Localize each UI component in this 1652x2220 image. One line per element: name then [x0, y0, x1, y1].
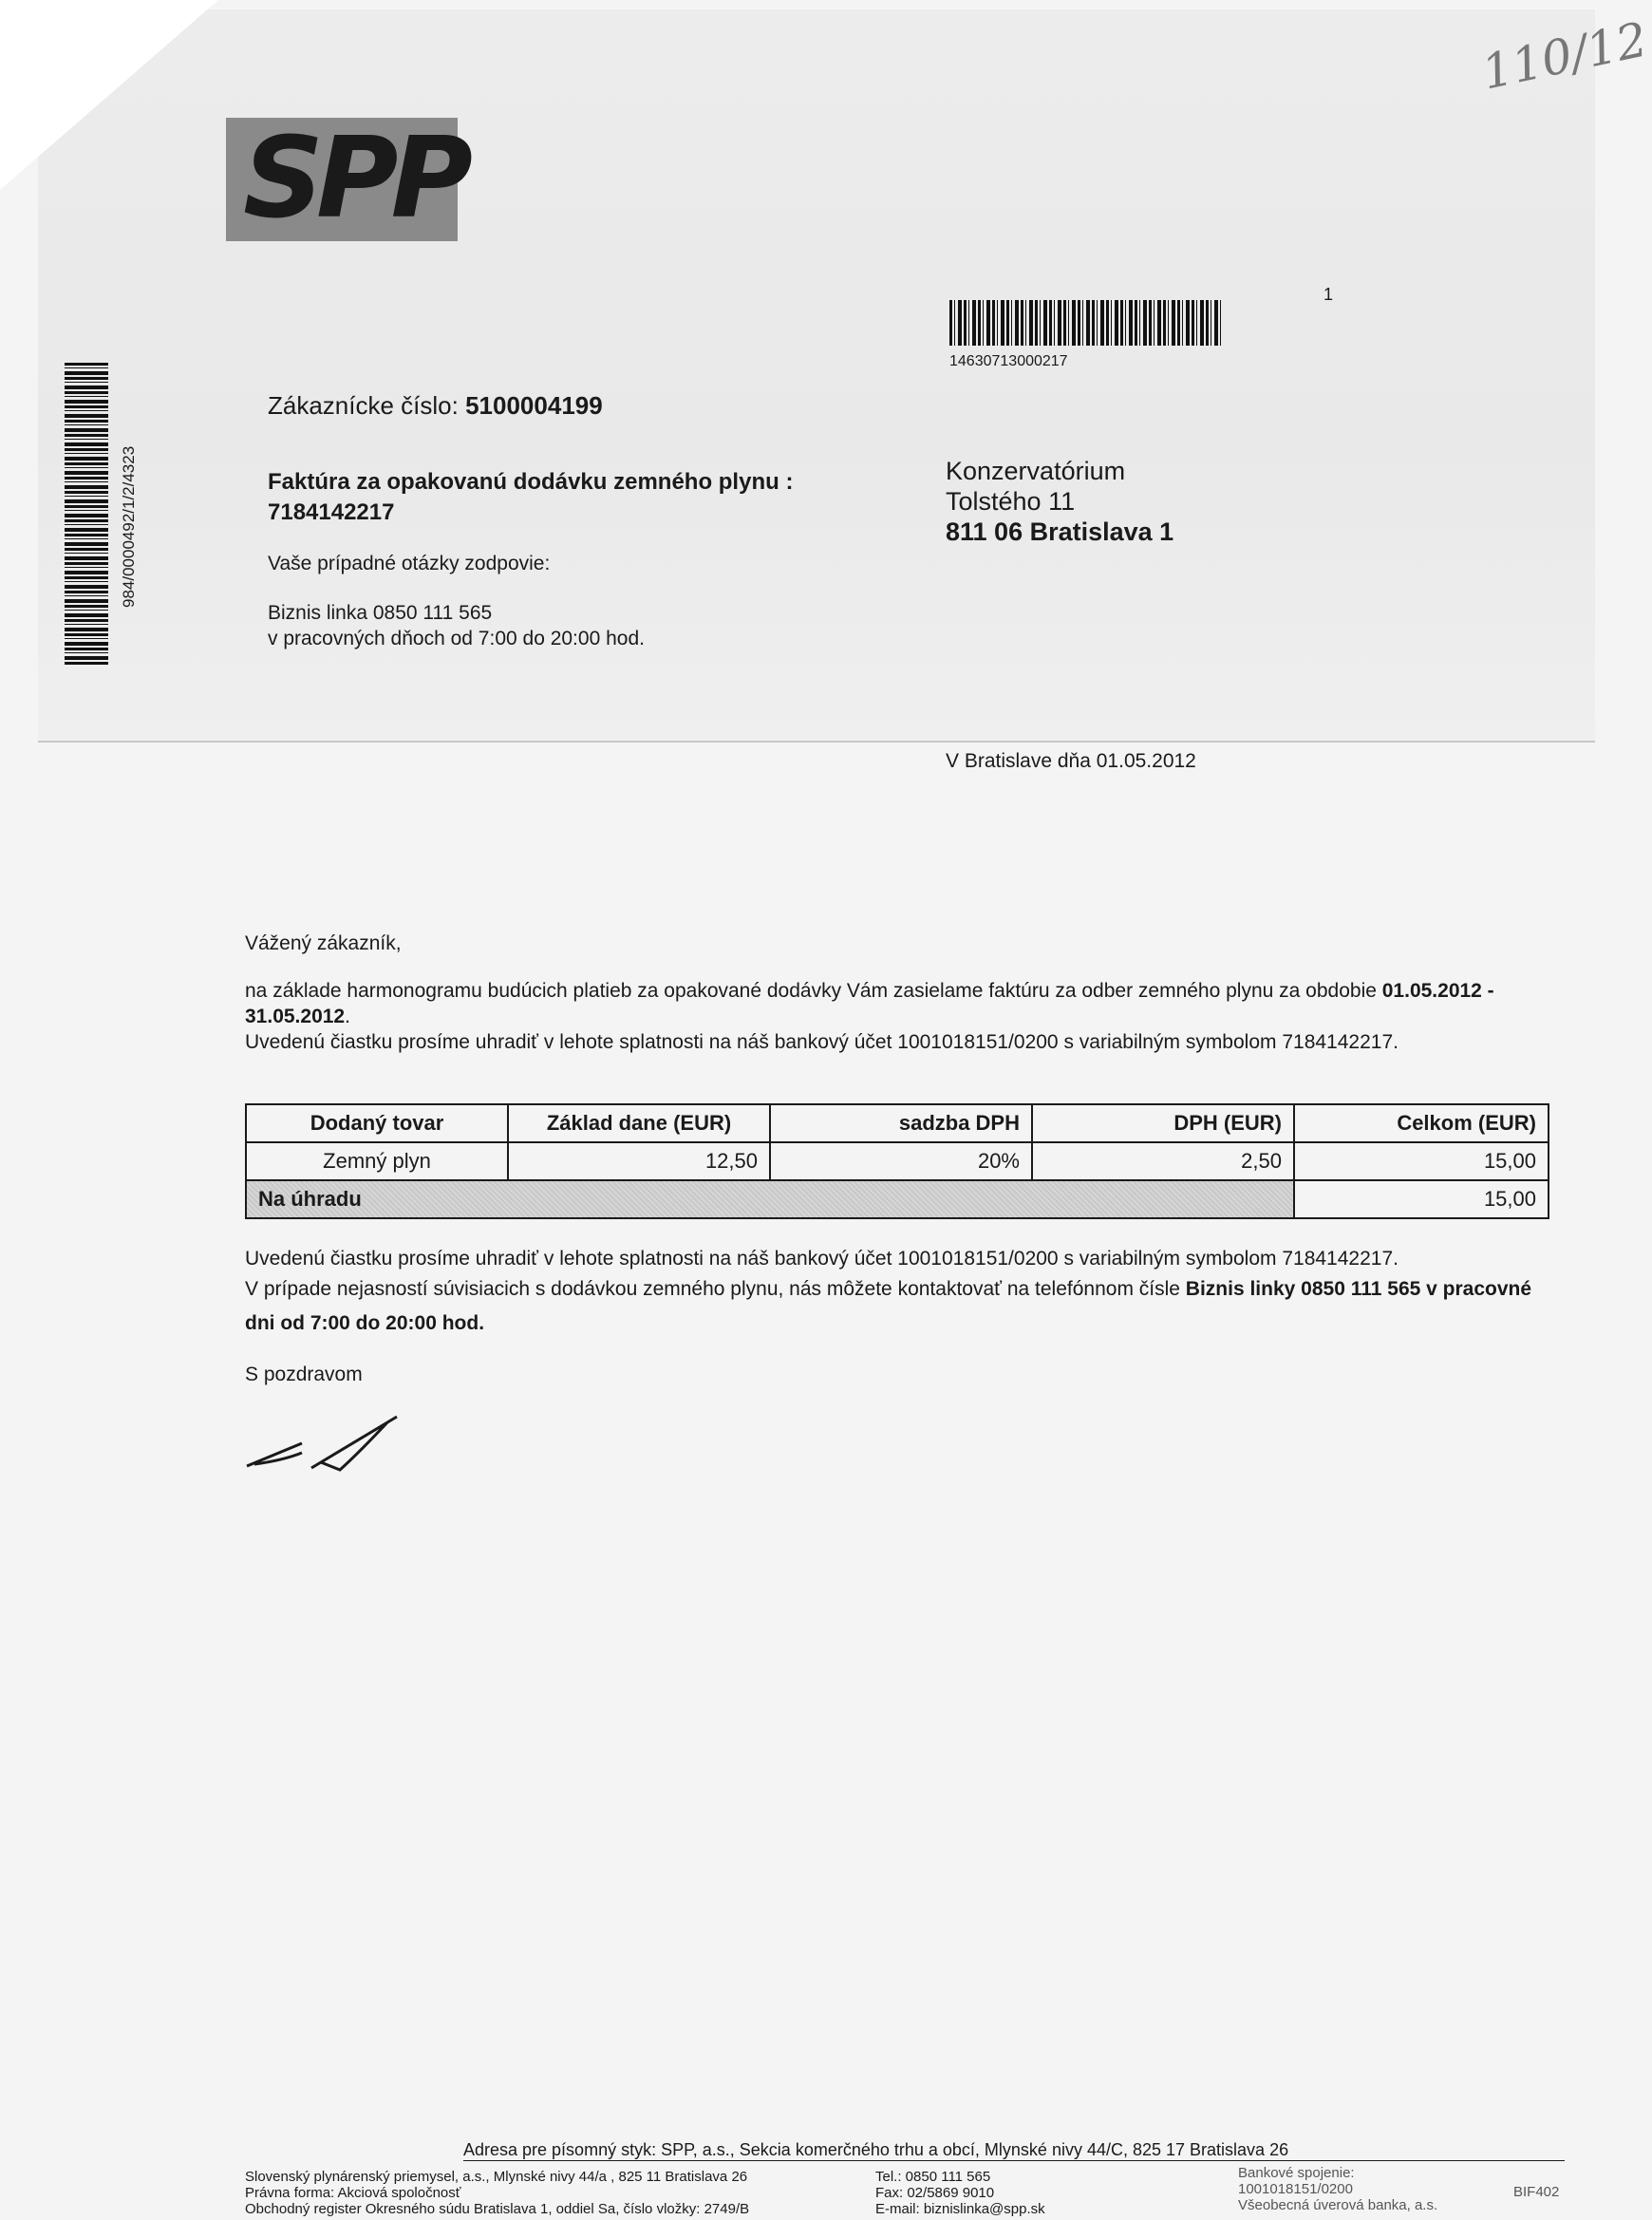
customer-number-label: Zákaznícke číslo: — [268, 391, 459, 420]
footer-bank — [1238, 2165, 1437, 2213]
table-header: Základ dane (EUR) — [508, 1104, 770, 1142]
side-barcode — [65, 363, 108, 665]
page-number: 1 — [1323, 285, 1334, 304]
handwritten-note: 110/12 — [1476, 11, 1652, 101]
footer-code: BIF402 — [1513, 2184, 1560, 2200]
footer-address: Adresa pre písomný styk: SPP, a.s., Sekcia komerčného trhu a obcí, Mlynské nivy 44/C, 825 17 Bratislava 26 — [463, 2140, 1565, 2161]
salutation: Vážený zákazník, — [245, 932, 402, 954]
hotline-line1: Biznis linka 0850 111 565 — [268, 602, 493, 624]
para1-end: . — [345, 1006, 350, 1027]
footer-register: Obchodný register Okresného súdu Bratislava 1, oddiel Sa, číslo vložky: 2749/B — [245, 2201, 750, 2217]
signature — [245, 1415, 406, 1481]
contact-text: V prípade nejasností súvisiacich s dodávkou zemného plynu, nás môžete kontaktovať na telefónnom čísle — [245, 1278, 1186, 1300]
hotline-line2: v pracovných dňoch od 7:00 do 20:00 hod. — [268, 628, 645, 649]
total-value: 15,00 — [1294, 1180, 1549, 1218]
hotline-info — [268, 600, 645, 651]
barcode — [949, 300, 1221, 346]
table-row — [246, 1142, 1549, 1180]
invoice-title-line1: Faktúra za opakovanú dodávku zemného plynu : — [268, 469, 794, 495]
table-cell: Zemný plyn — [246, 1142, 508, 1180]
table-header: Dodaný tovar — [246, 1104, 508, 1142]
logo-text: SPP — [243, 112, 465, 243]
barcode-number: 14630713000217 — [949, 353, 1068, 369]
questions-text: Vaše prípadné otázky zodpovie: — [268, 553, 551, 574]
footer-company: Slovenský plynárenský priemysel, a.s., Mlynské nivy 44/a , 825 11 Bratislava 26 — [245, 2169, 748, 2185]
table-cell: 15,00 — [1294, 1142, 1549, 1180]
total-label: Na úhradu — [246, 1180, 1294, 1218]
footer-legal-form: Právna forma: Akciová spoločnosť — [245, 2185, 461, 2201]
table-total-row — [246, 1180, 1549, 1218]
table-header: Celkom (EUR) — [1294, 1104, 1549, 1142]
recipient-address — [946, 456, 1173, 547]
closing: S pozdravom — [245, 1364, 363, 1385]
fold-line — [38, 741, 1595, 743]
footer-bank-label: Bankové spojenie: — [1238, 2165, 1355, 2181]
invoice-number: 7184142217 — [268, 499, 395, 525]
table-cell: 2,50 — [1032, 1142, 1294, 1180]
table-cell: 20% — [770, 1142, 1032, 1180]
side-barcode-text: 984/0000492/1/2/4323 — [120, 445, 138, 608]
letter-paragraph-2: Uvedenú čiastku prosíme uhradiť v lehote splatnosti na náš bankový účet 1001018151/0200 s variabilným symbolom 7184142217. — [245, 1031, 1399, 1053]
customer-number — [268, 391, 603, 421]
footer-tel: Tel.: 0850 111 565 — [875, 2169, 991, 2185]
billing-period: 01.05.2012 - 31.05.2012 — [245, 980, 1494, 1027]
table-header-row — [246, 1104, 1549, 1142]
footer-contact — [875, 2169, 1045, 2217]
recipient-street: Tolstého 11 — [946, 487, 1076, 516]
payment-instruction: Uvedenú čiastku prosíme uhradiť v lehote splatnosti na náš bankový účet 1001018151/0200 s variabilným symbolom 7184142217. — [245, 1248, 1399, 1270]
footer-company-info — [245, 2169, 749, 2217]
letter-paragraph-1 — [245, 978, 1555, 1055]
recipient-name: Konzervatórium — [946, 457, 1126, 485]
footer-email: E-mail: biznislinka@spp.sk — [875, 2201, 1045, 2217]
folded-corner — [0, 0, 218, 190]
contact-hotline: Biznis linky 0850 111 565 v pracovné dni od 7:00 do 20:00 hod. — [245, 1278, 1532, 1334]
spp-logo — [226, 112, 465, 243]
para1-text: na základe harmonogramu budúcich platieb za opakované dodávky Vám zasielame faktúru za odber zemného plynu za obdobie — [245, 980, 1382, 1002]
date-line: V Bratislave dňa 01.05.2012 — [946, 750, 1196, 772]
invoice-table — [245, 1103, 1549, 1219]
letter-paragraph-3 — [245, 1246, 1555, 1341]
table-header: sadzba DPH — [770, 1104, 1032, 1142]
table-cell: 12,50 — [508, 1142, 770, 1180]
customer-number-value: 5100004199 — [465, 391, 603, 420]
invoice-title — [268, 467, 793, 528]
footer-bank-name: Všeobecná úverová banka, a.s. — [1238, 2197, 1438, 2213]
recipient-city: 811 06 Bratislava 1 — [946, 517, 1174, 546]
footer-bank-account: 1001018151/0200 — [1238, 2181, 1353, 2197]
footer-fax: Fax: 02/5869 9010 — [875, 2185, 995, 2201]
table-header: DPH (EUR) — [1032, 1104, 1294, 1142]
